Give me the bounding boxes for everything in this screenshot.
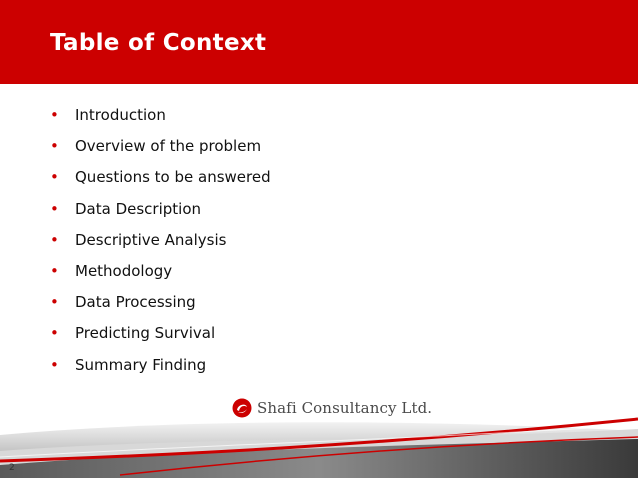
list-item-label: Summary Finding: [75, 355, 207, 374]
company-name: Shafi Consultancy Ltd.: [257, 399, 433, 417]
bullet-icon: •: [50, 106, 59, 124]
bullet-icon: •: [50, 355, 59, 374]
list-item: [50, 259, 271, 290]
slide-title: Table of Context: [50, 30, 267, 56]
bullet-icon: •: [50, 324, 59, 343]
bullet-icon: •: [50, 261, 59, 280]
list-item: [50, 290, 271, 321]
list-item-label: Questions to be answered: [75, 168, 271, 187]
list-item: [50, 134, 271, 165]
title-banner: [0, 0, 638, 84]
bullet-icon: •: [50, 199, 59, 218]
bullet-icon: •: [50, 168, 59, 187]
list-item: [50, 321, 271, 352]
list-item-label: Methodology: [75, 261, 173, 280]
list-item: [50, 228, 271, 259]
list-item-label: Data Processing: [75, 293, 196, 312]
list-item-label: Predicting Survival: [75, 324, 216, 343]
list-item: [50, 197, 271, 228]
bullet-icon: •: [50, 293, 59, 312]
list-item-label: Overview of the problem: [75, 137, 262, 156]
bullet-icon: •: [50, 137, 59, 156]
agenda-list: [50, 103, 271, 384]
bullet-icon: •: [50, 230, 59, 249]
list-item: [50, 103, 271, 134]
page-number: 2: [9, 463, 15, 473]
list-item: [50, 165, 271, 196]
list-item-label: Data Description: [75, 199, 202, 218]
list-item-label: Descriptive Analysis: [75, 230, 227, 249]
decorative-wave-footer: [0, 415, 638, 478]
list-item: [50, 353, 271, 384]
list-item-label: Introduction: [75, 106, 166, 124]
